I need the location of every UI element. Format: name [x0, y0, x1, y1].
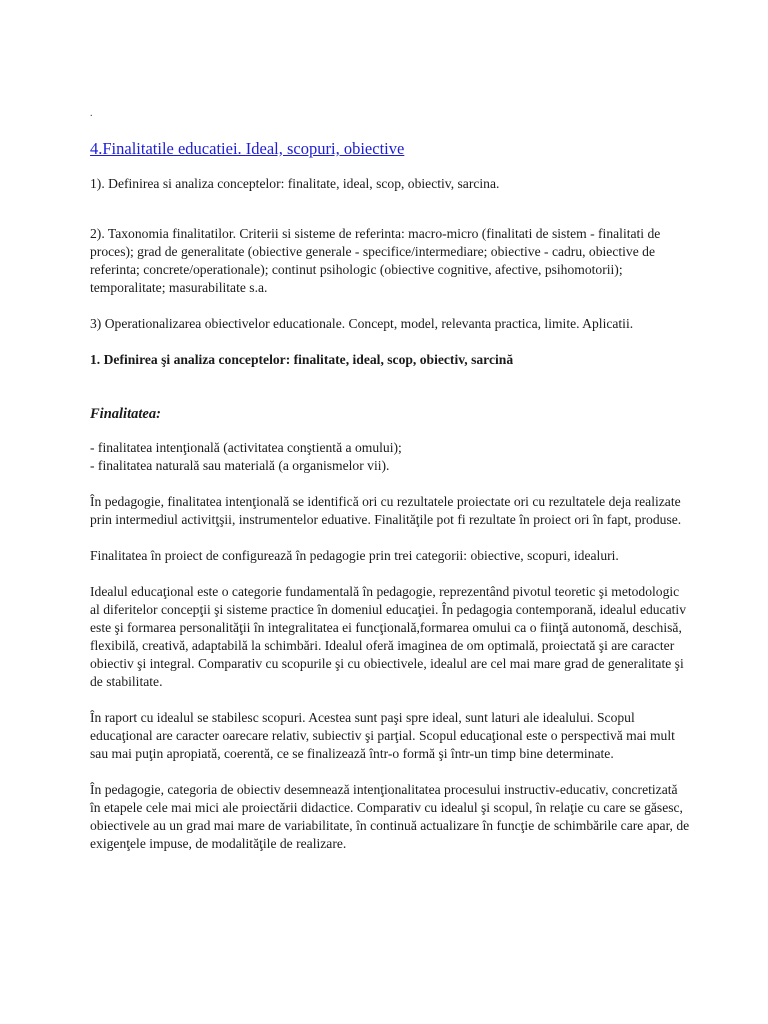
- paragraph-proiect: Finalitatea în proiect de configurează în pedagogie prin trei categorii: obiective, scopuri, idealuri.: [90, 548, 619, 563]
- subheading-finalitatea: Finalitatea:: [90, 406, 161, 422]
- document-body: [90, 108, 690, 871]
- section-title: 1. Definirea şi analiza conceptelor: finalitate, ideal, scop, obiectiv, sarcină: [90, 352, 514, 367]
- paragraph-obiectiv: În pedagogie, categoria de obiectiv desemnează intenţionalitatea procesului instructiv-educativ, concretizată în etapele cele mai mici ale proiectării didactice. Comparativ cu idealul şi scopul, în relaţie cu care se găsesc, obiectivele au un grad mai mare de variabilitate, în continuă actualizare în funcţie de schimbările care apar, de exigenţele impuse, de modalităţile de realizare.: [90, 782, 690, 851]
- outline-item-3: 3) Operationalizarea obiectivelor educationale. Concept, model, relevanta practica, limite. Aplicatii.: [90, 316, 634, 331]
- list-item: - finalitatea naturală sau materială (a organismelor vii).: [90, 458, 390, 473]
- outline-item-2: 2). Taxonomia finalitatilor. Criterii si sisteme de referinta: macro-micro (finalitati de sistem - finalitati de proces); grad de generalitate (obiective generale - specifice/intermediare; obiective - cadru, obiective de referinta; concrete/operationale); continut psihologic (obiective cognitive, afective, psihomotorii); temporalitate; masurabilitate s.a.: [90, 226, 661, 295]
- chapter-heading-link[interactable]: 4.Finalitatile educatiei. Ideal, scopuri, obiective: [90, 139, 405, 158]
- list-item: - finalitatea intenţională (activitatea conştientă a omului);: [90, 440, 402, 455]
- outline-item-1: 1). Definirea si analiza conceptelor: finalitate, ideal, scop, obiectiv, sarcina.: [90, 176, 500, 191]
- finalitate-list: [90, 439, 690, 475]
- paragraph-ideal: Idealul educaţional este o categorie fundamentală în pedagogie, reprezentând pivotul teoretic şi metodologic al diferitelor concepţii şi sisteme practice în domeniul educaţiei. În pedagogia contemporană, idealul educativ este şi formarea personalităţii în integralitatea ei funcţională,formarea omului ca o fiinţă autonomă, deschisă, flexibilă, creativă, adaptabilă la schimbări. Idealul oferă imaginea de om optimală, proiectată şi are caracter obiectiv şi integral. Comparativ cu scopurile şi cu obiectivele, idealul are cel mai mare grad de generalitate şi de stabilitate.: [90, 584, 687, 689]
- paragraph-scopuri: În raport cu idealul se stabilesc scopuri. Acestea sunt paşi spre ideal, sunt laturi ale idealului. Scopul educaţional are caracter oarecare relativ, subiectiv şi parţial. Scopul educaţional este o perspectivă mai mult sau mai puţin apropiată, coerentă, ce se finalizează într-o formă şi într-un timp bine determinate.: [90, 710, 675, 761]
- paragraph-pedagogie: În pedagogie, finalitatea intenţională se identifică ori cu rezultatele proiectate ori cu rezultatele deja realizate prin intermediul activitţşii, instrumentelor eduative. Finalităţile pot fi rezultate în proiect ori în fapt, produse.: [90, 494, 682, 527]
- stray-dot: .: [90, 108, 93, 119]
